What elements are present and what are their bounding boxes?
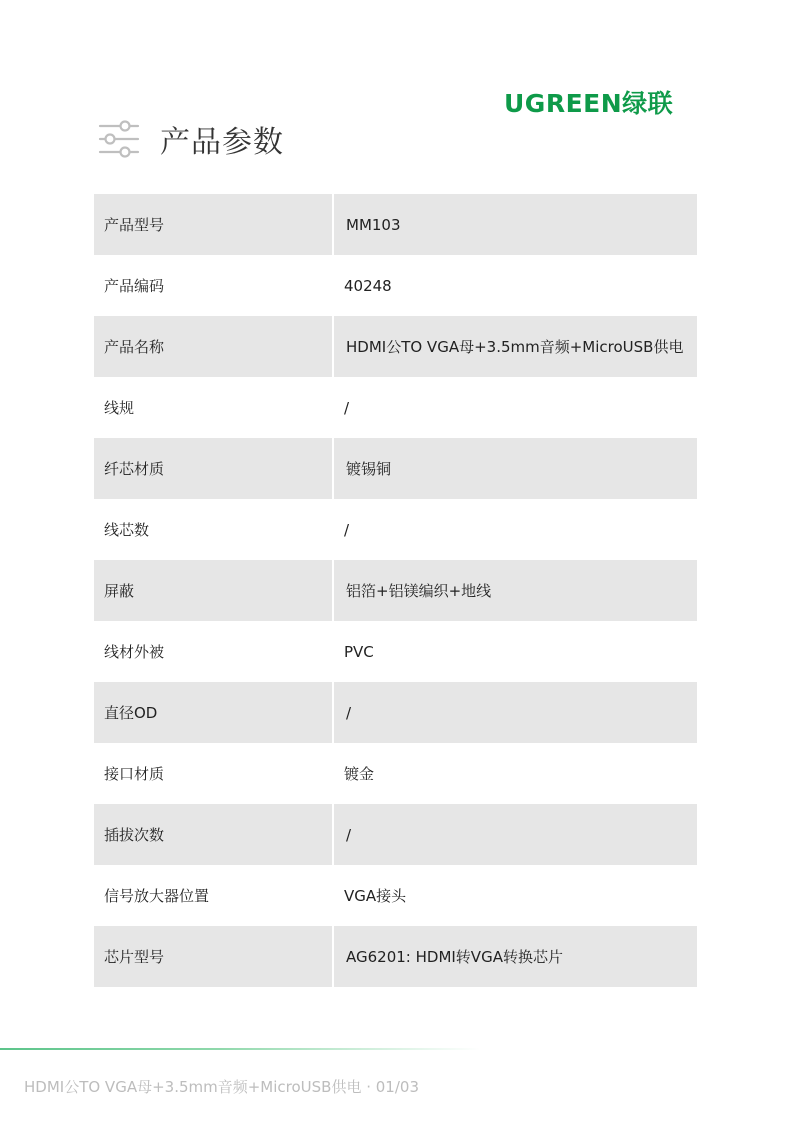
spec-label: 线材外被 xyxy=(104,643,165,661)
spec-label: 接口材质 xyxy=(104,765,165,783)
spec-value: 镀金 xyxy=(344,764,375,783)
spec-value: 镀锡铜 xyxy=(332,438,697,499)
spec-row xyxy=(94,316,697,377)
spec-value: / xyxy=(332,804,697,865)
spec-row xyxy=(94,743,697,804)
spec-value: AG6201: HDMI转VGA转换芯片 xyxy=(332,926,697,987)
spec-value: VGA接头 xyxy=(344,886,407,905)
spec-label: 信号放大器位置 xyxy=(104,887,210,905)
spec-row xyxy=(94,621,697,682)
spec-value: HDMI公TO VGA母+3.5mm音频+MicroUSB供电 xyxy=(332,316,697,377)
spec-value: 铝箔+铝镁编织+地线 xyxy=(332,560,697,621)
section-header xyxy=(98,116,284,162)
spec-label: 产品编码 xyxy=(104,277,165,295)
spec-value: PVC xyxy=(344,642,374,661)
spec-row xyxy=(94,499,697,560)
spec-label: 直径OD xyxy=(104,704,158,722)
spec-label: 插拔次数 xyxy=(104,826,165,844)
spec-row xyxy=(94,255,697,316)
logo-text: UGREEN绿联 xyxy=(504,89,674,118)
spec-label: 芯片型号 xyxy=(104,948,165,966)
footer-divider xyxy=(0,1048,480,1050)
sliders-icon xyxy=(98,120,140,158)
spec-label: 产品型号 xyxy=(104,216,165,234)
spec-label: 纤芯材质 xyxy=(104,460,165,478)
page-title: 产品参数 xyxy=(160,125,284,160)
spec-row xyxy=(94,804,697,865)
spec-value: / xyxy=(344,398,350,417)
spec-row xyxy=(94,377,697,438)
spec-value: / xyxy=(344,520,350,539)
spec-label: 线芯数 xyxy=(104,521,150,539)
spec-value: / xyxy=(332,682,697,743)
spec-row xyxy=(94,682,697,743)
spec-label: 屏蔽 xyxy=(104,582,135,600)
spec-label: 线规 xyxy=(104,399,135,417)
spec-row xyxy=(94,865,697,926)
spec-table xyxy=(94,194,697,987)
ugreen-logo xyxy=(504,84,673,120)
spec-row xyxy=(94,560,697,621)
footer-caption: HDMI公TO VGA母+3.5mm音频+MicroUSB供电 · 01/03 xyxy=(24,1078,419,1096)
spec-value: 40248 xyxy=(344,276,392,295)
spec-row xyxy=(94,438,697,499)
spec-label: 产品名称 xyxy=(104,338,165,356)
spec-row xyxy=(94,194,697,255)
spec-value: MM103 xyxy=(332,194,697,255)
spec-row xyxy=(94,926,697,987)
